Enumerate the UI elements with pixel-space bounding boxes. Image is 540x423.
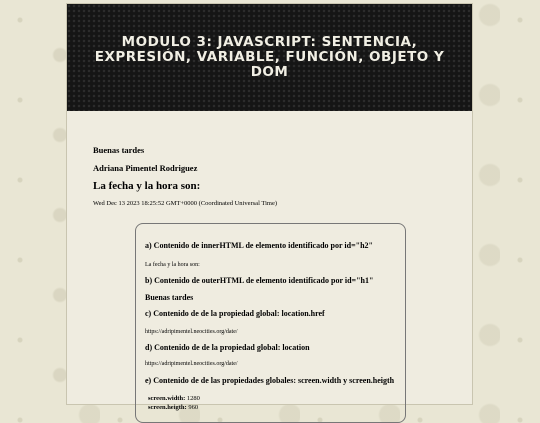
page-container [66,3,473,411]
screen-width-label: screen.width: [148,395,186,402]
page-header [67,4,472,111]
date-heading: La fecha y la hora son: [93,180,201,192]
item-a-title: a) Contenido de innerHTML de elemento identificado por id="h2" [145,241,373,250]
date-value: Wed Dec 13 2023 18:25:52 GMT+0000 (Coordinated Universal Time) [93,200,278,207]
screen-height-value: 960 [188,404,199,411]
screen-width-value: 1280 [186,395,200,402]
item-c-value: https://adripimentel.neocities.org/date/ [145,329,238,335]
item-d-title: d) Contenido de de la propiedad global: location [145,343,310,352]
item-a-value: La fecha y la hora son: [145,262,200,268]
screen-height-row [148,404,198,411]
item-d-value: https://adripimentel.neocities.org/date/ [145,361,238,367]
item-e-title: e) Contenido de de las propiedades globales: screen.width y screen.heigth [145,376,395,385]
author-name: Adriana Pimentel Rodriguez [93,163,198,173]
screen-width-row [148,395,200,402]
item-c-title: c) Contenido de de la propiedad global: location.href [145,309,325,318]
results-box [135,223,406,423]
screen-height-label: screen.heigth: [148,404,187,411]
item-b-title: b) Contenido de outerHTML de elemento identificado por id="h1" [145,276,374,285]
page-title: MODULO 3: JAVASCRIPT: SENTENCIA, EXPRESIÓN, VARIABLE, FUNCIÓN, OBJETO Y DOM [94,34,445,80]
item-b-value: Buenas tardes [145,293,194,302]
greeting-text: Buenas tardes [93,145,145,155]
